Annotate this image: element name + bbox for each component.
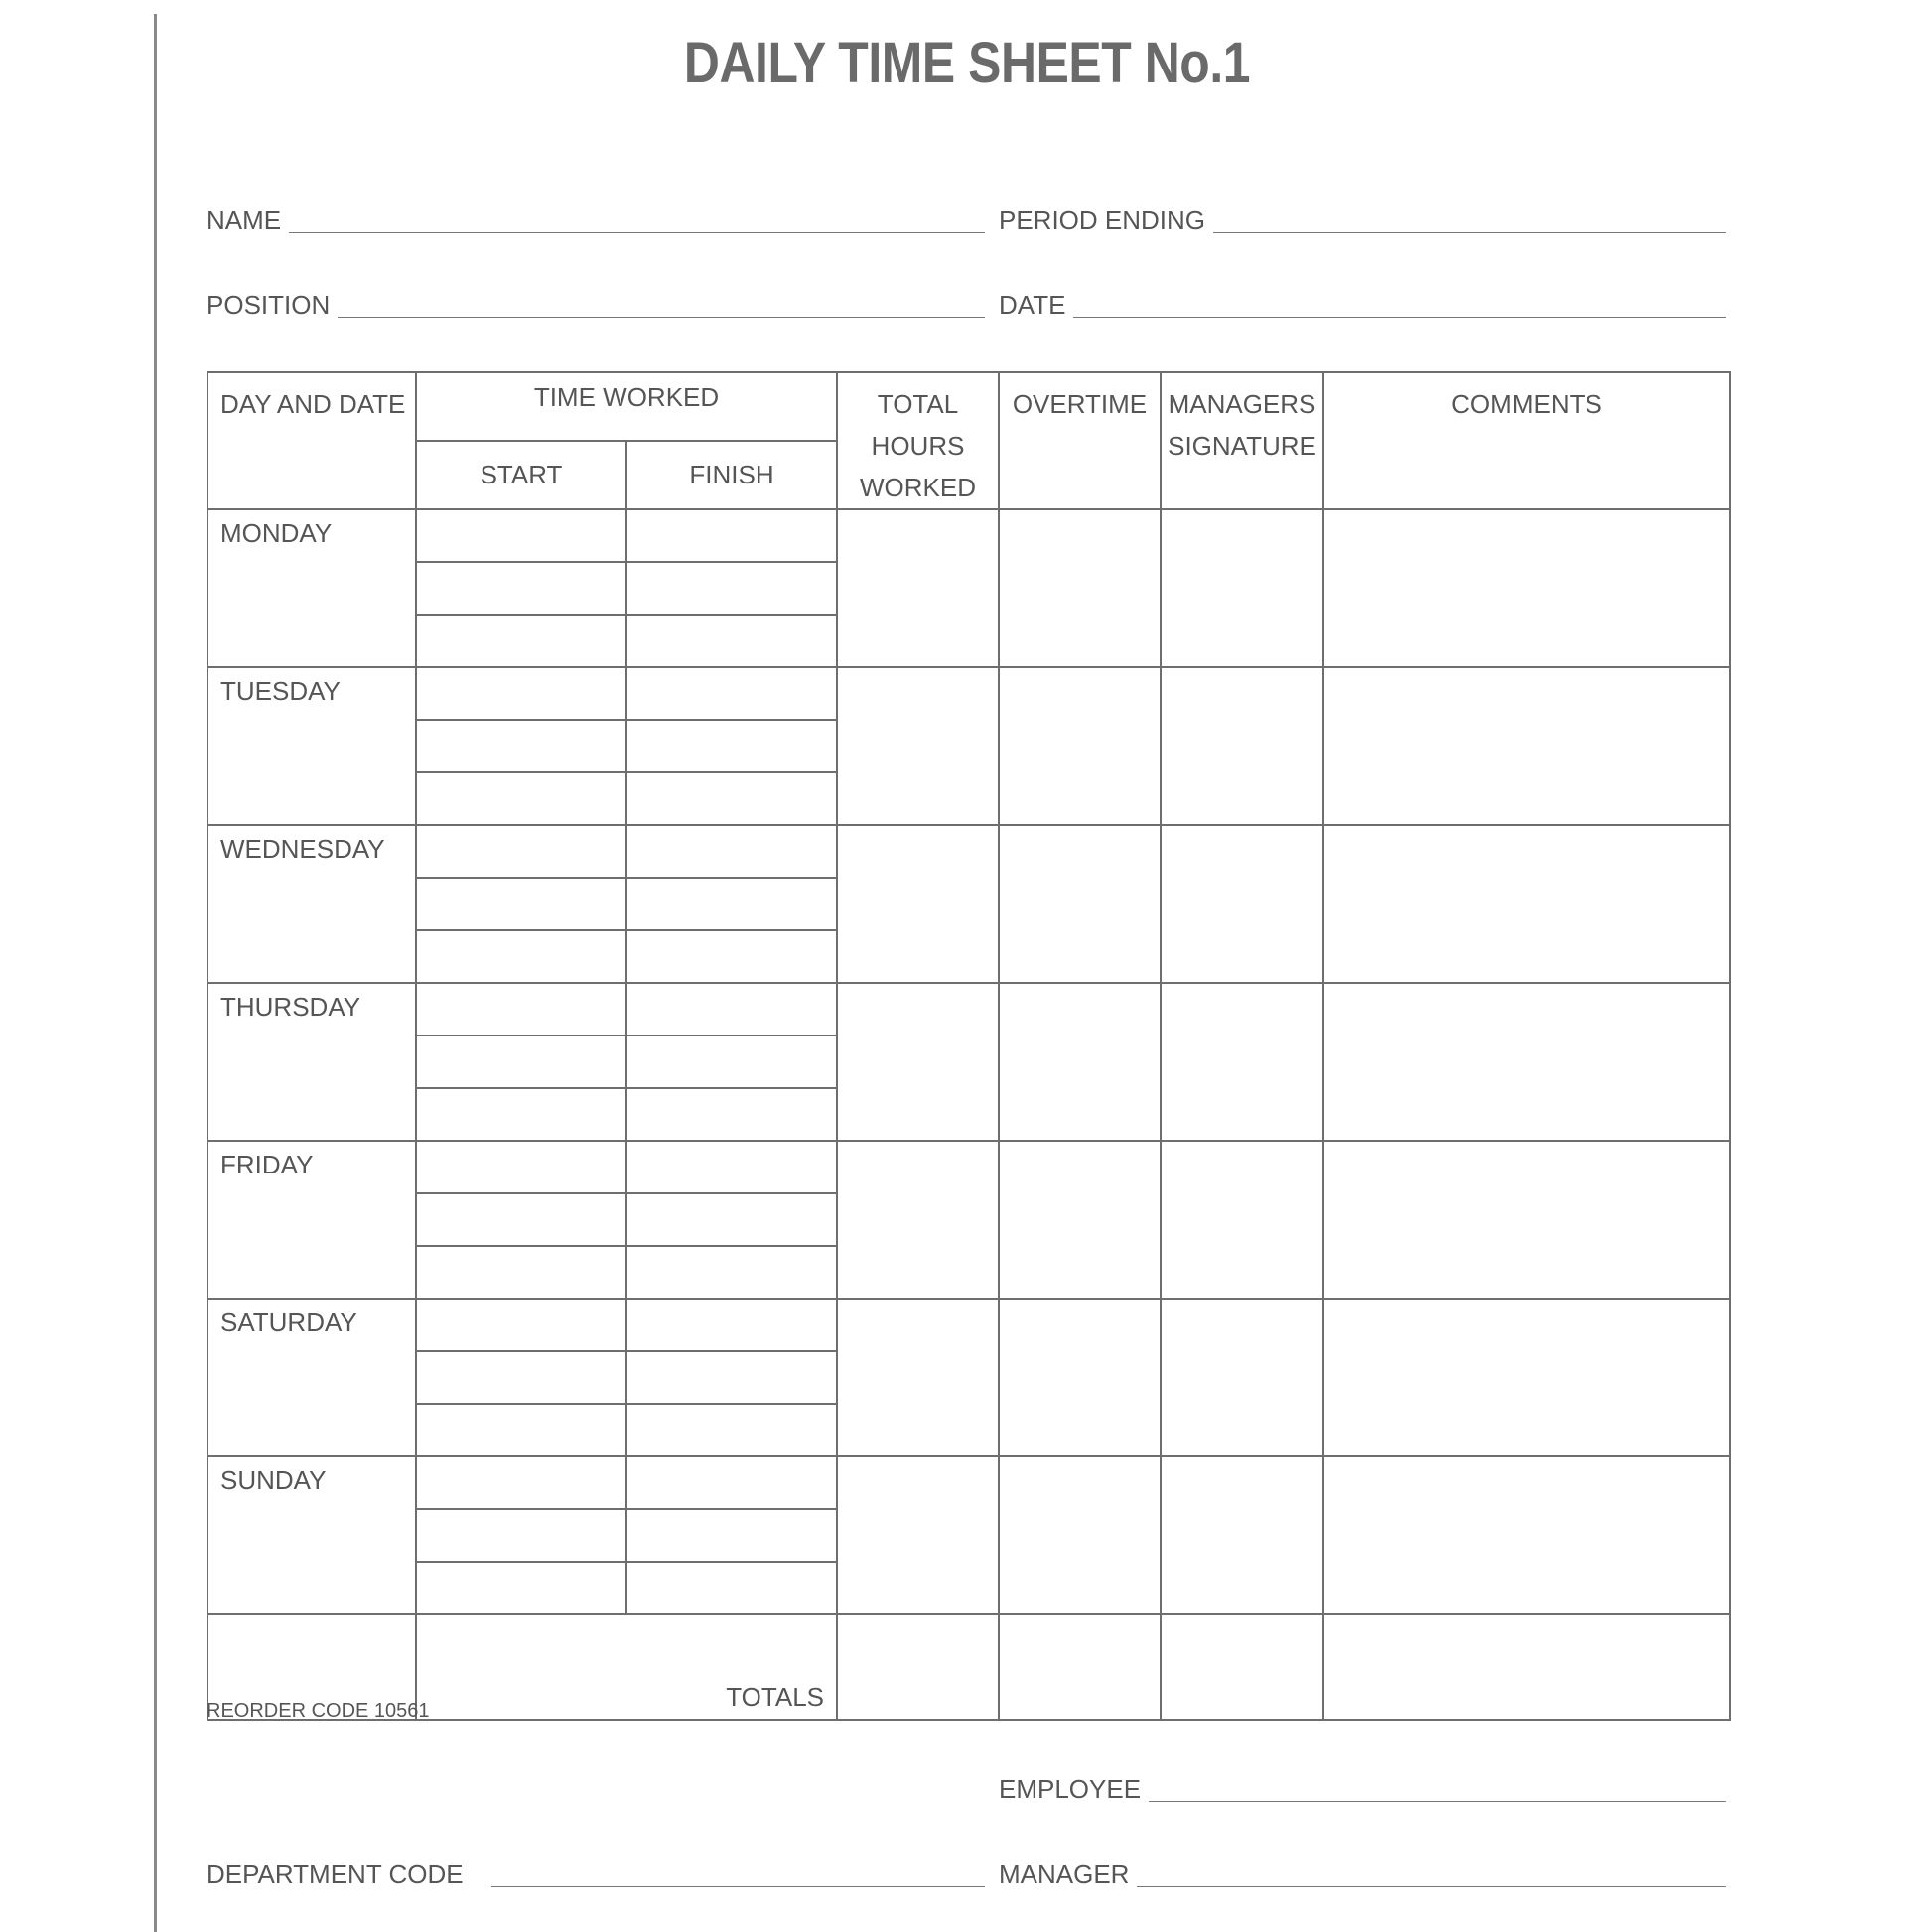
- totals-row: [207, 1614, 1730, 1720]
- period-ending-label: PERIOD ENDING: [999, 206, 1206, 235]
- start-time-cell[interactable]: [416, 1035, 626, 1088]
- date-field[interactable]: [999, 285, 1726, 321]
- finish-time-cell[interactable]: [626, 615, 837, 667]
- finish-time-cell[interactable]: [626, 667, 837, 720]
- timesheet-table: [207, 371, 1731, 1721]
- finish-time-cell[interactable]: [626, 562, 837, 615]
- start-time-cell[interactable]: [416, 1509, 626, 1562]
- overtime-total-cell[interactable]: [999, 1614, 1161, 1720]
- period-ending-input-line[interactable]: [1213, 232, 1726, 233]
- finish-time-cell[interactable]: [626, 1246, 837, 1299]
- finish-time-cell[interactable]: [626, 1509, 837, 1562]
- start-time-cell[interactable]: [416, 1299, 626, 1351]
- comments-header: COMMENTS: [1323, 372, 1730, 509]
- table-row: [207, 983, 1730, 1035]
- position-label: POSITION: [207, 290, 331, 320]
- name-field[interactable]: [207, 201, 985, 236]
- finish-time-cell[interactable]: [626, 1299, 837, 1351]
- start-time-cell[interactable]: [416, 720, 626, 772]
- start-time-cell[interactable]: [416, 1456, 626, 1509]
- total-hours-cell[interactable]: [837, 825, 999, 983]
- time-worked-header: TIME WORKED: [416, 372, 837, 441]
- total-hours-worked-header: [837, 372, 999, 509]
- overtime-cell[interactable]: [999, 1299, 1161, 1456]
- overtime-cell[interactable]: [999, 983, 1161, 1141]
- finish-header: FINISH: [626, 441, 837, 509]
- finish-time-cell[interactable]: [626, 1562, 837, 1614]
- start-time-cell[interactable]: [416, 1351, 626, 1404]
- overtime-cell[interactable]: [999, 1456, 1161, 1614]
- overtime-cell[interactable]: [999, 1141, 1161, 1299]
- overtime-cell[interactable]: [999, 509, 1161, 667]
- finish-time-cell[interactable]: [626, 983, 837, 1035]
- comments-cell[interactable]: [1323, 1456, 1730, 1614]
- finish-time-cell[interactable]: [626, 1141, 837, 1193]
- start-time-cell[interactable]: [416, 1193, 626, 1246]
- period-ending-field[interactable]: [999, 201, 1726, 236]
- finish-time-cell[interactable]: [626, 509, 837, 562]
- department-code-label: DEPARTMENT CODE: [207, 1860, 464, 1889]
- total-hours-cell[interactable]: [837, 983, 999, 1141]
- start-time-cell[interactable]: [416, 1141, 626, 1193]
- total-hours-cell[interactable]: [837, 1456, 999, 1614]
- day-label-wednesday[interactable]: WEDNESDAY: [207, 825, 416, 983]
- total-hours-cell[interactable]: [837, 1299, 999, 1456]
- day-and-date-header: DAY AND DATE: [207, 372, 416, 509]
- employee-label: EMPLOYEE: [999, 1774, 1142, 1804]
- comments-cell[interactable]: [1323, 509, 1730, 667]
- finish-time-cell[interactable]: [626, 930, 837, 983]
- manager-input-line[interactable]: [1137, 1886, 1726, 1887]
- start-time-cell[interactable]: [416, 1088, 626, 1141]
- finish-time-cell[interactable]: [626, 1193, 837, 1246]
- signature-cell[interactable]: [1161, 983, 1323, 1141]
- date-input-line[interactable]: [1073, 317, 1726, 318]
- signature-cell[interactable]: [1161, 1299, 1323, 1456]
- table-row: [207, 1141, 1730, 1193]
- table-row: [207, 509, 1730, 562]
- start-time-cell[interactable]: [416, 825, 626, 878]
- finish-time-cell[interactable]: [626, 1035, 837, 1088]
- finish-time-cell[interactable]: [626, 825, 837, 878]
- start-time-cell[interactable]: [416, 983, 626, 1035]
- signature-cell[interactable]: [1161, 1456, 1323, 1614]
- start-time-cell[interactable]: [416, 1246, 626, 1299]
- totals-label: TOTALS: [416, 1614, 837, 1720]
- overtime-cell[interactable]: [999, 667, 1161, 825]
- table-row: [207, 667, 1730, 720]
- signature-label: SIGNATURE: [1168, 431, 1316, 461]
- start-time-cell[interactable]: [416, 772, 626, 825]
- finish-time-cell[interactable]: [626, 1088, 837, 1141]
- start-time-cell[interactable]: [416, 1562, 626, 1614]
- signature-cell[interactable]: [1161, 509, 1323, 667]
- total-hours-total-cell[interactable]: [837, 1614, 999, 1720]
- signature-total-cell[interactable]: [1161, 1614, 1323, 1720]
- signature-cell[interactable]: [1161, 825, 1323, 983]
- signature-cell[interactable]: [1161, 1141, 1323, 1299]
- worked-label: WORKED: [860, 473, 976, 502]
- comments-cell[interactable]: [1323, 1141, 1730, 1299]
- finish-time-cell[interactable]: [626, 878, 837, 930]
- employee-input-line[interactable]: [1149, 1801, 1726, 1802]
- start-time-cell[interactable]: [416, 878, 626, 930]
- day-label-thursday[interactable]: THURSDAY: [207, 983, 416, 1141]
- department-code-field[interactable]: [207, 1855, 985, 1890]
- day-label-tuesday[interactable]: TUESDAY: [207, 667, 416, 825]
- start-time-cell[interactable]: [416, 667, 626, 720]
- comments-cell[interactable]: [1323, 983, 1730, 1141]
- comments-total-cell[interactable]: [1323, 1614, 1730, 1720]
- finish-time-cell[interactable]: [626, 1351, 837, 1404]
- signature-cell[interactable]: [1161, 667, 1323, 825]
- day-label-friday[interactable]: FRIDAY: [207, 1141, 416, 1299]
- day-label-saturday[interactable]: SATURDAY: [207, 1299, 416, 1456]
- name-label: NAME: [207, 206, 282, 235]
- finish-time-cell[interactable]: [626, 720, 837, 772]
- day-label-monday[interactable]: MONDAY: [207, 509, 416, 667]
- comments-cell[interactable]: [1323, 667, 1730, 825]
- start-time-cell[interactable]: [416, 509, 626, 562]
- total-hours-label: TOTAL HOURS: [871, 389, 965, 461]
- managers-signature-header: [1161, 372, 1323, 509]
- finish-time-cell[interactable]: [626, 1456, 837, 1509]
- start-time-cell[interactable]: [416, 1404, 626, 1456]
- employee-field[interactable]: [999, 1769, 1726, 1805]
- start-time-cell[interactable]: [416, 562, 626, 615]
- total-hours-cell[interactable]: [837, 509, 999, 667]
- finish-time-cell[interactable]: [626, 1404, 837, 1456]
- day-label-sunday[interactable]: SUNDAY: [207, 1456, 416, 1614]
- binding-edge: [154, 14, 157, 1932]
- overtime-cell[interactable]: [999, 825, 1161, 983]
- total-hours-cell[interactable]: [837, 667, 999, 825]
- name-input-line[interactable]: [289, 232, 985, 233]
- overtime-header: OVERTIME: [999, 372, 1161, 509]
- reorder-code: REORDER CODE 10561: [207, 1700, 430, 1722]
- managers-label: MANAGERS: [1168, 389, 1316, 419]
- finish-time-cell[interactable]: [626, 772, 837, 825]
- total-hours-cell[interactable]: [837, 1141, 999, 1299]
- position-field[interactable]: [207, 285, 985, 321]
- position-input-line[interactable]: [338, 317, 985, 318]
- comments-cell[interactable]: [1323, 825, 1730, 983]
- start-time-cell[interactable]: [416, 615, 626, 667]
- comments-cell[interactable]: [1323, 1299, 1730, 1456]
- table-row: [207, 1456, 1730, 1509]
- manager-label: MANAGER: [999, 1860, 1130, 1889]
- department-code-input-line[interactable]: [491, 1886, 985, 1887]
- date-label: DATE: [999, 290, 1066, 320]
- table-row: [207, 1299, 1730, 1351]
- manager-field[interactable]: [999, 1855, 1726, 1890]
- start-time-cell[interactable]: [416, 930, 626, 983]
- table-row: [207, 825, 1730, 878]
- start-header: START: [416, 441, 626, 509]
- page-title: DAILY TIME SHEET No.1: [683, 31, 1251, 95]
